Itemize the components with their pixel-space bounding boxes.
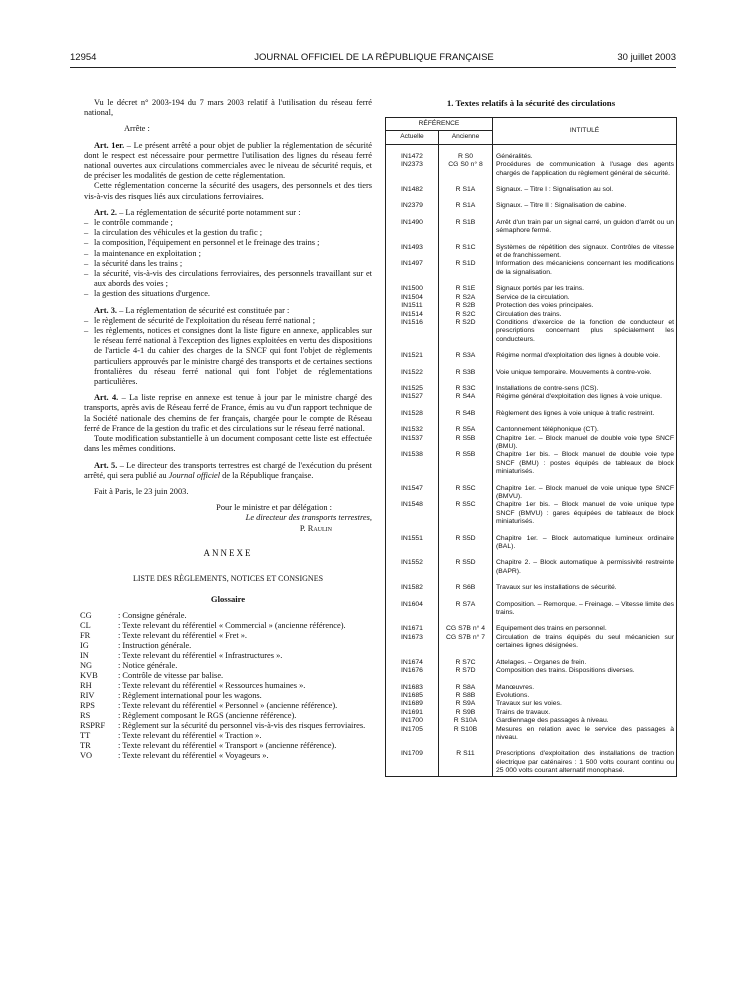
- ref-actuelle: IN1514: [386, 311, 439, 319]
- table-row: [386, 435, 677, 452]
- intitule: Cantonnement téléphonique (CT).: [493, 426, 677, 434]
- table-row: [386, 426, 677, 434]
- ref-ancienne: R S1C: [439, 244, 493, 261]
- ref-ancienne: R S2D: [439, 319, 493, 344]
- article-3-label: Art. 3.: [94, 305, 118, 315]
- intitule: Travaux sur les voies.: [493, 700, 677, 708]
- table-row: [386, 634, 677, 651]
- table-row: [386, 202, 677, 210]
- table-row: [386, 410, 677, 418]
- ref-ancienne: R S5D: [439, 535, 493, 552]
- glossary-entry: [80, 671, 372, 681]
- glossary-entry: [80, 701, 372, 711]
- ref-actuelle: IN1683: [386, 684, 439, 692]
- list-item: – les règlements, notices et consignes dont la liste figure en annexe, applicables sur le réseau ferré national à l'exception des lignes exploitées en vertu des dispositions de l'article 4-1 du cahier des charges de la SNCF qui font l'objet de règlements particuliers approuvés par le ministre chargé des transports et de certaines sections frontalières du réseau ferré national qui font l'objet de réglementations particulières.: [84, 326, 372, 387]
- article-2-list: [84, 218, 372, 300]
- intitule: Signaux. – Titre I : Signalisation au sol.: [493, 186, 677, 194]
- ref-actuelle: IN1685: [386, 692, 439, 700]
- article-4-label: Art. 4.: [94, 393, 119, 403]
- table-row: [386, 709, 677, 717]
- ref-ancienne: R S4B: [439, 410, 493, 418]
- glossary-entry: [80, 711, 372, 721]
- ref-actuelle: IN1490: [386, 219, 439, 236]
- article-5-text-a: – Le directeur des transports terrestres est chargé de l'exécution du présent arrêté, qui sera publié au: [84, 460, 372, 480]
- table-column: [385, 98, 677, 777]
- intitule: Chapitre 1er. – Block manuel de double voie type SNCF (BMU).: [493, 435, 677, 452]
- ref-actuelle: IN1532: [386, 426, 439, 434]
- intitule: Composition. – Remorque. – Freinage. – Vitesse limite des trains.: [493, 601, 677, 618]
- ref-ancienne: R S5C: [439, 501, 493, 526]
- ref-ancienne: R S4A: [439, 393, 493, 401]
- ref-actuelle: IN1691: [386, 709, 439, 717]
- article-5-journal: Journal officiel: [168, 470, 221, 480]
- ref-ancienne: R S10A: [439, 717, 493, 725]
- table-row: [386, 667, 677, 675]
- signature-name: P. Raulin: [299, 523, 332, 533]
- intitule: Généralités.: [493, 153, 677, 161]
- ref-actuelle: IN1604: [386, 601, 439, 618]
- glossary-desc: : Texte relevant du référentiel « Traction ».: [118, 731, 262, 741]
- ref-ancienne: R S0: [439, 153, 493, 161]
- glossary-abbr: CL: [80, 621, 91, 631]
- glossary-abbr: RSPRF: [80, 721, 106, 731]
- ref-ancienne: R S5C: [439, 485, 493, 502]
- table-row: [386, 311, 677, 319]
- intitule: Circulation des trains.: [493, 311, 677, 319]
- ref-ancienne: R S2C: [439, 311, 493, 319]
- ref-ancienne: R S1A: [439, 186, 493, 194]
- ref-actuelle: IN1551: [386, 535, 439, 552]
- ref-ancienne: R S5A: [439, 426, 493, 434]
- glossary-entry: [80, 741, 372, 751]
- glossary-entry: [80, 751, 372, 761]
- glossary-list: [80, 611, 372, 761]
- table-row: [386, 485, 677, 502]
- ref-actuelle: IN2379: [386, 202, 439, 210]
- glossary-entry: [80, 621, 372, 631]
- ref-ancienne: R S5B: [439, 451, 493, 476]
- glossary-abbr: RIV: [80, 691, 95, 701]
- article-5-label: Art. 5.: [94, 460, 118, 470]
- intitule: Circulation de trains équipés du seul mécanicien sur certaines lignes désignées.: [493, 634, 677, 651]
- signature-line-1: Pour le ministre et par délégation :: [216, 503, 332, 513]
- glossary-abbr: NG: [80, 661, 93, 671]
- glossary-desc: : Texte relevant du référentiel « Personnel » (ancienne référence).: [118, 701, 338, 711]
- list-item: – la sécurité, vis-à-vis des circulations ferroviaires, des personnels travaillant sur et aux abords des voies ;: [84, 269, 372, 289]
- ref-actuelle: IN1709: [386, 750, 439, 776]
- glossary-entry: [80, 641, 372, 651]
- article-3-list: [84, 316, 372, 387]
- header-actuelle: Actuelle: [386, 131, 439, 144]
- table-row: [386, 153, 677, 161]
- table-row: [386, 186, 677, 194]
- glossary-entry: [80, 651, 372, 661]
- regulations-table: [385, 117, 677, 777]
- glossary-entry: [80, 631, 372, 641]
- glossary-desc: : Texte relevant du référentiel « Transport » (ancienne référence).: [118, 741, 337, 751]
- intitule: Conditions d'exercice de la fonction de conducteur et prescriptions concernant plus spécialement les conducteurs.: [493, 319, 677, 344]
- glossary-abbr: VO: [80, 751, 93, 761]
- intitule: Arrêt d'un train par un signal carré, un guidon d'arrêt ou un sémaphore fermé.: [493, 219, 677, 236]
- page-number: 12954: [70, 52, 97, 63]
- table-row: [386, 244, 677, 261]
- intitule: Prescriptions d'exploitation des installations de traction électrique par caténaires : 1 500 volts courant continu ou 25 000 volts courant alternatif monophasé.: [493, 750, 677, 776]
- intitule: Equipement des trains en personnel.: [493, 625, 677, 633]
- glossary-abbr: TT: [80, 731, 91, 741]
- ref-actuelle: IN1482: [386, 186, 439, 194]
- intitule: Chapitre 1er. – Block automatique lumineux ordinaire (BAL).: [493, 535, 677, 552]
- table-row: [386, 726, 677, 743]
- ref-ancienne: R S7C: [439, 659, 493, 667]
- ref-ancienne: R S11: [439, 750, 493, 776]
- glossary-desc: : Texte relevant du référentiel « Infrastructures ».: [118, 651, 283, 661]
- signature-line-2: Le directeur des transports terrestres,: [245, 513, 372, 523]
- glossary-abbr: TR: [80, 741, 91, 751]
- article-1-text: – Le présent arrêté a pour objet de publier la réglementation de sécurité dont le respect est nécessaire pour permettre l'utilisation des lignes du réseau ferré national ouvertes aux circulations commerciales avec le niveau de sécurité requis, et de préciser les modalités de gestion de cette réglementation.: [84, 140, 372, 181]
- glossary-abbr: KVB: [80, 671, 98, 681]
- ref-ancienne: R S3C: [439, 385, 493, 393]
- header-intitule: INTITULÉ: [493, 118, 677, 145]
- ref-actuelle: IN1497: [386, 260, 439, 277]
- page-header: [0, 52, 748, 66]
- ref-ancienne: R S9B: [439, 709, 493, 717]
- table-row: [386, 684, 677, 692]
- ref-actuelle: IN1689: [386, 700, 439, 708]
- ref-actuelle: IN1521: [386, 352, 439, 360]
- fait-line: Fait à Paris, le 23 juin 2003.: [94, 486, 189, 496]
- header-rule: [70, 67, 676, 68]
- header-reference: RÉFÉRENCE: [386, 118, 493, 131]
- glossary-desc: : Texte relevant du référentiel « Ressources humaines ».: [118, 681, 306, 691]
- intitule: Chapitre 1er bis. – Block manuel de voie unique type SNCF (BMVU) : gares équipées de tableaux de block miniaturisés.: [493, 501, 677, 526]
- glossary-abbr: IG: [80, 641, 89, 651]
- ref-actuelle: IN1673: [386, 634, 439, 651]
- intitule: Manœuvres.: [493, 684, 677, 692]
- glossary-entry: [80, 691, 372, 701]
- ref-ancienne: R S7A: [439, 601, 493, 618]
- intitule: Chapitre 1er. – Block manuel de voie unique type SNCF (BMVU).: [493, 485, 677, 502]
- ref-ancienne: CG S7B n° 4: [439, 625, 493, 633]
- ref-actuelle: IN1537: [386, 435, 439, 452]
- ref-ancienne: R S6B: [439, 584, 493, 592]
- glossary-desc: : Texte relevant du référentiel « Commercial » (ancienne référence).: [118, 621, 346, 631]
- article-1-p2: Cette réglementation concerne la sécurité des usagers, des personnels et des tiers vis-à-vis des risques liés aux circulations ferroviaires.: [84, 181, 372, 201]
- article-4-p2: Toute modification substantielle à un document composant cette liste est effectuée dans les mêmes conditions.: [84, 434, 372, 454]
- glossary-entry: [80, 681, 372, 691]
- glossaire-heading: Glossaire: [210, 594, 246, 605]
- ref-ancienne: R S5D: [439, 559, 493, 576]
- article-2-label: Art. 2.: [94, 207, 118, 217]
- glossary-abbr: FR: [80, 631, 91, 641]
- intitule: Voie unique temporaire. Mouvements à contre-voie.: [493, 369, 677, 377]
- ref-actuelle: IN1522: [386, 369, 439, 377]
- table-row: [386, 659, 677, 667]
- ref-actuelle: IN1525: [386, 385, 439, 393]
- table-row: [386, 319, 677, 344]
- ref-ancienne: R S3A: [439, 352, 493, 360]
- intitule: Installations de contre-sens (ICS).: [493, 385, 677, 393]
- header-ancienne: Ancienne: [439, 131, 493, 144]
- ref-ancienne: R S1E: [439, 285, 493, 293]
- ref-actuelle: IN1528: [386, 410, 439, 418]
- ref-actuelle: IN1547: [386, 485, 439, 502]
- intitule: Evolutions.: [493, 692, 677, 700]
- ref-ancienne: R S1A: [439, 202, 493, 210]
- table-row: [386, 302, 677, 310]
- ref-actuelle: IN1500: [386, 285, 439, 293]
- ref-actuelle: IN1582: [386, 584, 439, 592]
- ref-actuelle: IN1705: [386, 726, 439, 743]
- ref-actuelle: IN1552: [386, 559, 439, 576]
- glossary-abbr: IN: [80, 651, 89, 661]
- vu-paragraph: Vu le décret n° 2003-194 du 7 mars 2003 relatif à l'utilisation du réseau ferré national,: [84, 98, 372, 118]
- ref-ancienne: CG S0 n° 8: [439, 161, 493, 178]
- intitule: Protection des voies principales.: [493, 302, 677, 310]
- article-2-text: – La réglementation de sécurité porte notamment sur :: [117, 207, 301, 217]
- intitule: Gardiennage des passages à niveau.: [493, 717, 677, 725]
- table-row: [386, 219, 677, 236]
- intitule: Mesures en relation avec le service des passages à niveau.: [493, 726, 677, 743]
- ref-ancienne: R S2A: [439, 294, 493, 302]
- table-title: 1. Textes relatifs à la sécurité des circulations: [446, 98, 616, 108]
- ref-ancienne: R S9A: [439, 700, 493, 708]
- table-body: [386, 144, 677, 776]
- ref-actuelle: IN1671: [386, 625, 439, 633]
- glossary-desc: : Règlement composant le RGS (ancienne référence).: [118, 711, 297, 721]
- ref-actuelle: IN1493: [386, 244, 439, 261]
- table-row: [386, 352, 677, 360]
- intitule: Chapitre 2. – Block automatique à permissivité restreinte (BAPR).: [493, 559, 677, 576]
- list-item: – la composition, l'équipement en personnel et le freinage des trains ;: [84, 238, 372, 248]
- article-5-text-b: de la République française.: [220, 470, 314, 480]
- glossary-desc: : Notice générale.: [118, 661, 178, 671]
- list-item: – la sécurité dans les trains ;: [84, 259, 372, 269]
- table-row: [386, 501, 677, 526]
- intitule: Régime général d'exploitation des lignes à voie unique.: [493, 393, 677, 401]
- table-row: [386, 385, 677, 393]
- journal-title: JOURNAL OFFICIEL DE LA RÉPUBLIQUE FRANÇAISE: [254, 52, 494, 63]
- liste-heading: LISTE DES RÈGLEMENTS, NOTICES ET CONSIGNES: [132, 573, 324, 583]
- ref-ancienne: R S3B: [439, 369, 493, 377]
- intitule: Service de la circulation.: [493, 294, 677, 302]
- article-1-label: Art. 1er.: [94, 140, 125, 150]
- ref-ancienne: R S8B: [439, 692, 493, 700]
- ref-ancienne: R S1D: [439, 260, 493, 277]
- table-row: [386, 285, 677, 293]
- glossary-entry: [80, 611, 372, 621]
- article-5: [84, 461, 372, 481]
- intitule: Chapitre 1er bis. – Block manuel de double voie type SNCF (BMU) : postes équipés de tableaux de block miniaturisés.: [493, 451, 677, 476]
- table-row: [386, 161, 677, 178]
- article-3-text: – La réglementation de sécurité est constituée par :: [117, 305, 290, 315]
- ref-ancienne: R S8A: [439, 684, 493, 692]
- table-row: [386, 260, 677, 277]
- glossary-abbr: RS: [80, 711, 91, 721]
- glossary-desc: : Contrôle de vitesse par balise.: [118, 671, 224, 681]
- ref-actuelle: IN1548: [386, 501, 439, 526]
- table-row: [386, 294, 677, 302]
- intitule: Information des mécaniciens concernant les modifications de la signalisation.: [493, 260, 677, 277]
- glossary-desc: : Texte relevant du référentiel « Voyageurs ».: [118, 751, 269, 761]
- glossary-desc: : Règlement international pour les wagons.: [118, 691, 262, 701]
- glossary-desc: : Consigne générale.: [118, 611, 187, 621]
- table-row: [386, 535, 677, 552]
- ref-actuelle: IN1511: [386, 302, 439, 310]
- table-row: [386, 692, 677, 700]
- list-item: – la maintenance en exploitation ;: [84, 249, 372, 259]
- article-2: [84, 208, 372, 218]
- ref-ancienne: R S10B: [439, 726, 493, 743]
- glossary-entry: [80, 721, 372, 731]
- table-row: [386, 601, 677, 618]
- glossary-desc: : Texte relevant du référentiel « Fret ».: [118, 631, 248, 641]
- table-row: [386, 584, 677, 592]
- intitule: Signaux portés par les trains.: [493, 285, 677, 293]
- glossary-entry: [80, 661, 372, 671]
- list-item: – la circulation des véhicules et la gestion du trafic ;: [84, 228, 372, 238]
- glossary-desc: : Règlement sur la sécurité du personnel vis-à-vis des risques ferroviaires.: [118, 721, 366, 731]
- ref-actuelle: IN1516: [386, 319, 439, 344]
- intitule: Signaux. – Titre II : Signalisation de cabine.: [493, 202, 677, 210]
- ref-actuelle: IN1504: [386, 294, 439, 302]
- table-row: [386, 451, 677, 476]
- glossary-desc: : Instruction générale.: [118, 641, 192, 651]
- intitule: Systèmes de répétition des signaux. Contrôles de vitesse et de franchissement.: [493, 244, 677, 261]
- intitule: Règlement des lignes à voie unique à trafic restreint.: [493, 410, 677, 418]
- ref-ancienne: CG S7B n° 7: [439, 634, 493, 651]
- ref-ancienne: R S7D: [439, 667, 493, 675]
- table-row: [386, 625, 677, 633]
- intitule: Attelages. – Organes de frein.: [493, 659, 677, 667]
- table-row: [386, 717, 677, 725]
- intitule: Travaux sur les installations de sécurité.: [493, 584, 677, 592]
- glossary-entry: [80, 731, 372, 741]
- decree-column: [80, 98, 372, 761]
- intitule: Composition des trains. Dispositions diverses.: [493, 667, 677, 675]
- ref-actuelle: IN1700: [386, 717, 439, 725]
- article-4-text: – La liste reprise en annexe est tenue à jour par le ministre chargé des transports, après avis de Réseau ferré de France, émis au vu d'un rapport technique de la Société nationale des chemins de fer français, chargée pour le compte de Réseau ferré de France de la gestion du trafic et des circulations sur le réseau ferré national.: [84, 393, 372, 433]
- table-row: [386, 369, 677, 377]
- intitule: Régime normal d'exploitation des lignes à double voie.: [493, 352, 677, 360]
- ref-actuelle: IN1527: [386, 393, 439, 401]
- ref-actuelle: IN1674: [386, 659, 439, 667]
- ref-actuelle: IN1676: [386, 667, 439, 675]
- table-row: [386, 393, 677, 401]
- publication-date: 30 juillet 2003: [617, 52, 676, 63]
- arrete-line: Arrête :: [124, 124, 150, 134]
- list-item: – le contrôle commande ;: [84, 218, 372, 228]
- ref-actuelle: IN2373: [386, 161, 439, 178]
- ref-ancienne: R S2B: [439, 302, 493, 310]
- glossary-abbr: RPS: [80, 701, 95, 711]
- article-1: [84, 141, 372, 182]
- table-row: [386, 750, 677, 776]
- ref-ancienne: R S5B: [439, 435, 493, 452]
- table-row: [386, 559, 677, 576]
- intitule: Procédures de communication à l'usage des agents chargés de l'application du règlement général de sécurité.: [493, 161, 677, 178]
- intitule: Trains de travaux.: [493, 709, 677, 717]
- glossary-abbr: RH: [80, 681, 92, 691]
- article-3: [84, 306, 372, 316]
- list-item: – la gestion des situations d'urgence.: [84, 289, 372, 299]
- ref-ancienne: R S1B: [439, 219, 493, 236]
- ref-actuelle: IN1472: [386, 153, 439, 161]
- glossary-abbr: CG: [80, 611, 92, 621]
- ref-actuelle: IN1538: [386, 451, 439, 476]
- table-row: [386, 700, 677, 708]
- article-4: [84, 393, 372, 434]
- annexe-heading: ANNEXE: [203, 547, 253, 558]
- list-item: – le règlement de sécurité de l'exploitation du réseau ferré national ;: [84, 316, 372, 326]
